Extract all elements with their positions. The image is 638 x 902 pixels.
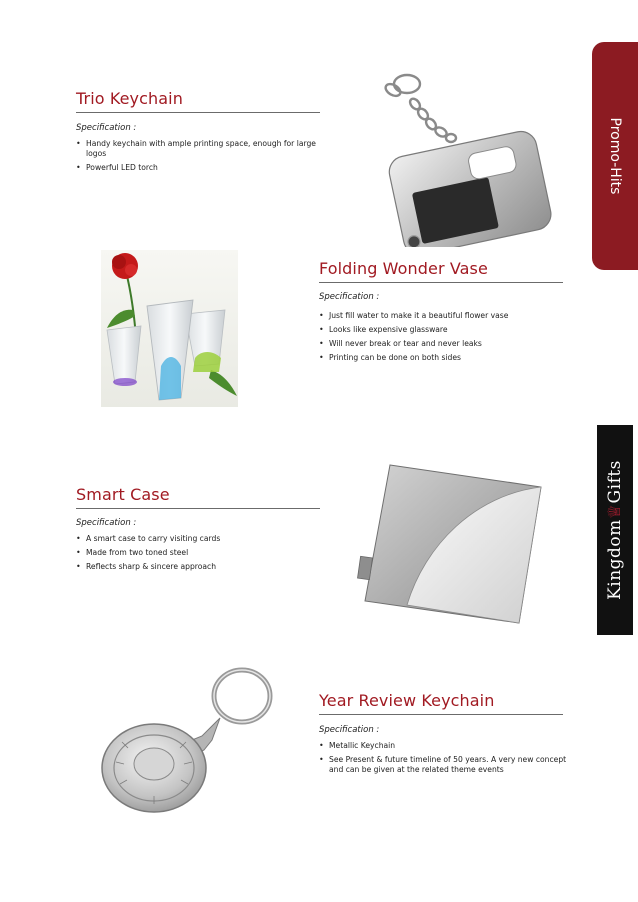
kingdom-gifts-logo [597,425,633,635]
folding-vase-image [101,250,238,407]
smart-case-image [355,455,550,630]
spec-item: • Metallic Keychain [319,741,575,751]
spec-item: • Looks like expensive glassware [319,325,569,335]
spec-item: • Handy keychain with ample printing space, enough for large logos [76,139,326,159]
product-title: Smart Case [76,485,170,504]
spec-label: Specification : [76,518,137,528]
product-title: Folding Wonder Vase [319,259,488,278]
spec-list [319,741,575,779]
title-rule [76,112,320,113]
spec-item: • Will never break or tear and never leaks [319,339,569,349]
title-rule [76,508,320,509]
brand-part1: Kingdom [605,519,625,600]
year-review-keychain-image [92,650,287,825]
spec-item: • Reflects sharp & sincere approach [76,562,316,572]
brand-text [605,460,625,600]
spec-label: Specification : [319,725,380,735]
product-title: Trio Keychain [76,89,183,108]
spec-list [76,139,326,177]
promo-hits-label: Promo-Hits [607,117,623,195]
spec-item: • See Present & future timeline of 50 years. A very new concept and can be given at the related theme events [319,755,575,775]
promo-hits-tab [592,42,638,270]
spec-item: • Powerful LED torch [76,163,326,173]
title-rule [319,714,563,715]
spec-label: Specification : [319,292,380,302]
spec-item: • Made from two toned steel [76,548,316,558]
brand-part2: Gifts [605,460,625,504]
product-title: Year Review Keychain [319,691,495,710]
title-rule [319,282,563,283]
spec-list [319,311,569,367]
trio-keychain-image [355,62,555,247]
spec-list [76,534,316,576]
spec-label: Specification : [76,123,137,133]
spec-item: • Just fill water to make it a beautiful flower vase [319,311,569,321]
brand-crown-icon: ♕ [605,503,625,520]
spec-item: • A smart case to carry visiting cards [76,534,316,544]
spec-item: • Printing can be done on both sides [319,353,569,363]
